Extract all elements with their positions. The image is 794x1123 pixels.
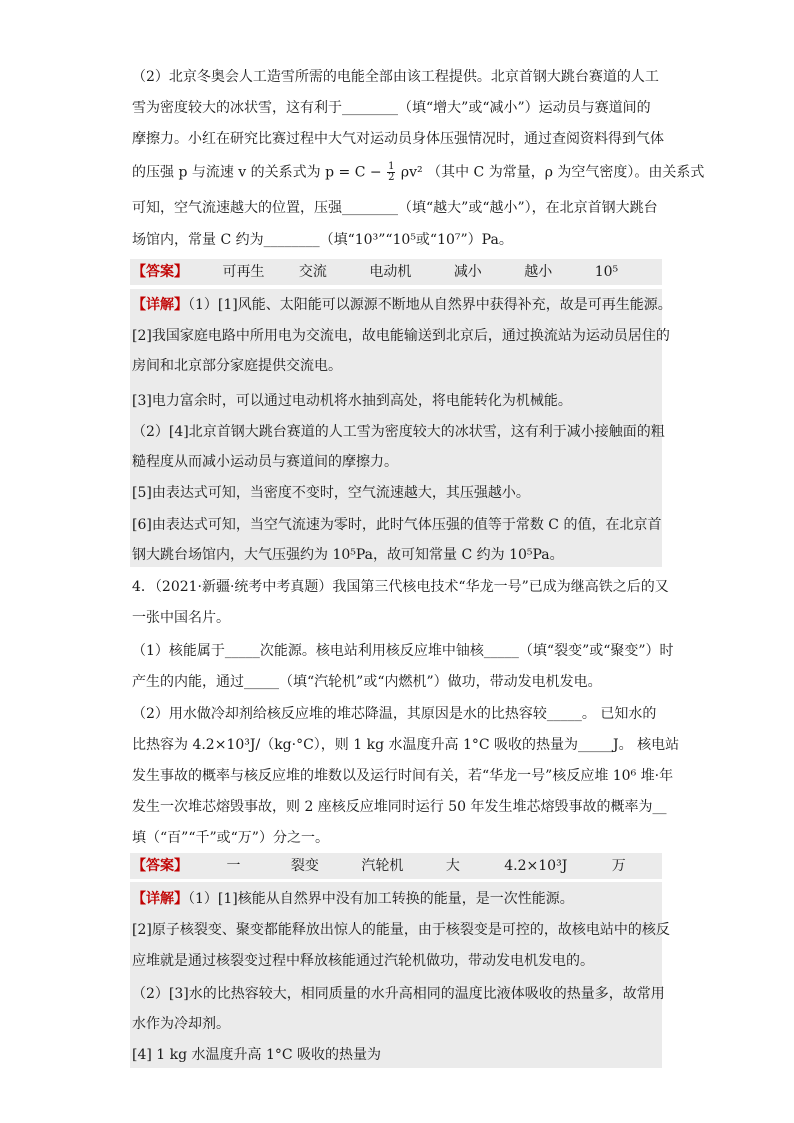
answer-item-6: 万 <box>611 858 626 874</box>
q3-part2-line-2: 雪为密度较大的冰状雪，这有利于________（填“增大”或“减小”）运动员与赛道间的 <box>132 100 651 116</box>
detail-text: （1）[1]核能从自然界中没有加工转换的能量，是一次性能源。 <box>188 891 574 907</box>
detail-label: 【详解】 <box>132 297 188 313</box>
q4-line-7: 发生事故的概率与核反应堆的堆数以及运行时间有关，若“华龙一号”核反应堆 10⁶ 堆·年 <box>132 768 674 784</box>
formula-text-b: ρv² （其中 C 为常量，ρ 为空气密度）。由关系式 <box>400 164 705 181</box>
answer-item-1: 可再生 <box>222 264 265 280</box>
q3-detail-line-5: （2）[4]北京首钢大跳台赛道的人工雪为密度较大的冰状雪，这有利于减小接触面的粗 <box>132 424 665 440</box>
q3-detail-line-7: [5]由表达式可知，当密度不变时，空气流速越大，其压强越小。 <box>132 485 530 501</box>
q3-detail-line-4: [3]电力富余时，可以通过电动机将水抽到高处，将电能转化为机械能。 <box>132 393 572 409</box>
answer-label: 【答案】 <box>132 858 188 874</box>
answer-item-5: 越小 <box>524 264 553 280</box>
fraction-numerator: 1 <box>388 161 395 172</box>
q3-detail-line-9: 钢大跳台场馆内，大气压强约为 10⁵Pa，故可知常量 C 约为 10⁵Pa。 <box>132 547 564 563</box>
q4-detail-line-5: 水作为冷却剂。 <box>132 1016 230 1032</box>
answer-item-3: 电动机 <box>369 264 412 280</box>
formula-text-a: 的压强 p 与流速 v 的关系式为 p = C − <box>132 164 382 181</box>
q3-detail-line-1 <box>132 296 672 314</box>
answer-item-2: 裂变 <box>290 858 319 874</box>
q3-detail-line-2: [2]我国家庭电路中所用电为交流电，故电能输送到北京后，通过换流站为运动员居住的 <box>132 328 670 344</box>
answer-label: 【答案】 <box>132 264 188 280</box>
answer-item-2: 交流 <box>298 264 327 280</box>
answer-item-4: 减小 <box>453 264 482 280</box>
fraction-denominator: 2 <box>388 172 395 183</box>
formula-fraction <box>387 162 395 183</box>
q3-part2-line-6: 场馆内，常量 C 约为________（填“10³”“10⁵或“10⁷”）Pa。 <box>132 232 513 248</box>
q3-part2-line-3: 摩擦力。小红在研究比赛过程中大气对运动员身体压强情况时，通过查阅资料得到气体 <box>132 131 664 147</box>
q3-part2-line-5: 可知，空气流速越大的位置，压强________（填“越大”或“越小”），在北京首钢大跳台 <box>132 200 658 216</box>
answer-item-1: 一 <box>226 858 241 874</box>
q4-detail-line-6: [4] 1 kg 水温度升高 1°C 吸收的热量为 <box>132 1047 382 1063</box>
q4-detail-line-4: （2）[3]水的比热容较大，相同质量的水升高相同的温度比液体吸收的热量多，故常用 <box>132 986 665 1002</box>
q4-detail-line-2: [2]原子核裂变、聚变都能释放出惊人的能量，由于核裂变是可控的，故核电站中的核反 <box>132 922 670 938</box>
answer-item-4: 大 <box>445 858 460 874</box>
q4-detail-line-3: 应堆就是通过核裂变过程中释放核能通过汽轮机做功，带动发电机发电的。 <box>132 953 594 969</box>
detail-label: 【详解】 <box>132 891 188 907</box>
detail-band <box>130 882 670 1068</box>
q4-answer-row <box>132 857 662 875</box>
answer-item-5: 4.2×10³J <box>504 858 568 874</box>
q4-line-8: 发生一次堆芯熔毁事故，则 2 座核反应堆同时运行 50 年发生堆芯熔毁事故的概率为__ <box>132 799 667 815</box>
q4-line-5: （2）用水做冷却剂给核反应堆的堆芯降温，其原因是水的比热容较_____。 已知水的 <box>132 706 657 722</box>
q4-line-1: 4．（2021·新疆·统考中考真题）我国第三代核电技术“华龙一号”已成为继高铁之后的又 <box>132 579 669 595</box>
q3-detail-line-3: 房间和北京部分家庭提供交流电。 <box>132 358 342 374</box>
q4-line-2: 一张中国名片。 <box>132 610 230 626</box>
answer-item-6: 10⁵ <box>594 264 619 280</box>
q4-line-6: 比热容为 4.2×10³J/（kg·°C），则 1 kg 水温度升高 1°C 吸收的热量为_____J。 核电站 <box>132 737 680 753</box>
q4-detail-line-1 <box>132 890 662 908</box>
q4-line-4: 产生的内能，通过_____（填“汽轮机”或“内燃机”）做功，带动发电机发电。 <box>132 674 602 690</box>
q3-part2-line-4 <box>132 161 705 183</box>
detail-text: （1）[1]风能、太阳能可以源源不断地从自然界中获得补充，故是可再生能源。 <box>188 297 672 313</box>
q3-answer-row <box>132 263 662 281</box>
q3-detail-line-8: [6]由表达式可知，当空气流速为零时，此时气体压强的值等于常数 C 的值，在北京首 <box>132 517 662 533</box>
q4-line-9: 填（“百”“千”或“万”）分之一。 <box>132 830 329 846</box>
answer-item-3: 汽轮机 <box>361 858 404 874</box>
q3-part2-line-1: （2）北京冬奥会人工造雪所需的电能全部由该工程提供。北京首钢大跳台赛道的人工 <box>132 69 659 85</box>
q4-line-3: （1）核能属于_____次能源。核电站利用核反应堆中铀核_____（填“裂变”或“聚变”）时 <box>132 643 674 659</box>
q3-detail-line-6: 糙程度从而减小运动员与赛道间的摩擦力。 <box>132 454 398 470</box>
